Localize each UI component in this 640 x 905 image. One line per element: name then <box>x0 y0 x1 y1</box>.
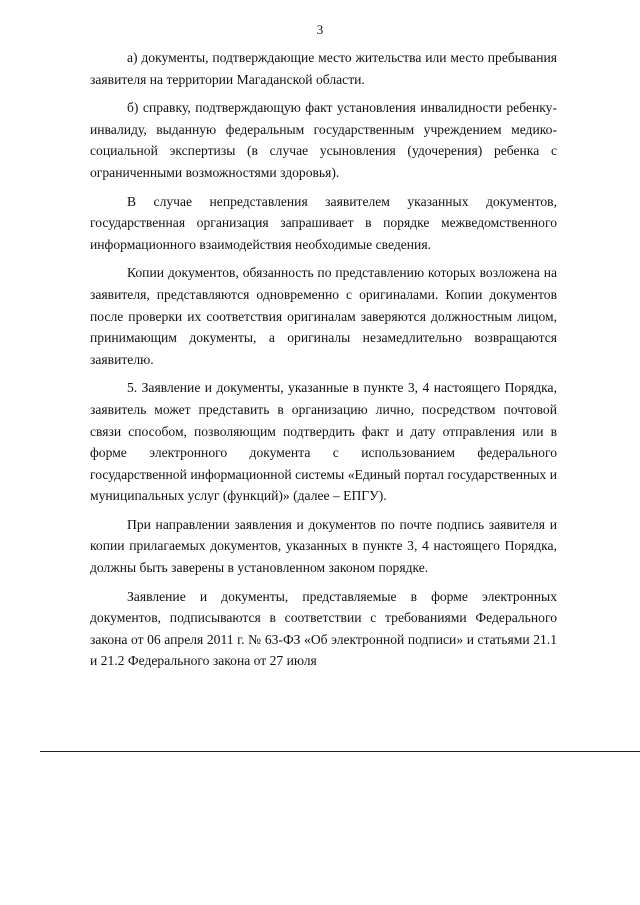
footer-divider <box>40 751 640 752</box>
paragraph-document-copies: Копии документов, обязанность по представлению которых возложена на заявителя, представляются одновременно с оригиналами. Копии документов после проверки их соответствия оригиналам заверяются должностным лицом, принимающим документы, а оригиналы незамедлительно возвращаются заявителю. <box>90 265 557 367</box>
paragraph-item-5-submission: 5. Заявление и документы, указанные в пункте 3, 4 настоящего Порядка, заявитель может представить в организацию лично, посредством почтовой связи способом, позволяющим подтвердить факт и дату отправления или в форме электронного документа с использованием федерального государственной информационной системы «Единый портал государственных и муниципальных услуг (функций)» (далее – ЕПГУ). <box>90 380 557 504</box>
paragraph-postal-submission: При направлении заявления и документов по почте подпись заявителя и копии прилагаемых документов, указанных в пункте 3, 4 настоящего Порядка, должны быть заверены в установленном законом порядке. <box>90 516 557 576</box>
paragraph-residence-documents: а) документы, подтверждающие место жительства или место пребывания заявителя на территории Магаданской области. <box>90 50 557 87</box>
document-body <box>90 47 557 679</box>
paragraph-electronic-submission: Заявление и документы, представляемые в форме электронных документов, подписываются в соответствии с требованиями Федерального закона от 06 апреля 2011 г. № 63-ФЗ «Об электронной подписи» и статьями 21.1 и 21.2 Федерального закона от 27 июля <box>90 588 557 669</box>
paragraph-disability-certificate: б) справку, подтверждающую факт установления инвалидности ребенку-инвалиду, выданную федеральным государственным учреждением медико-социальной экспертизы (в случае усыновления (удочерения) ребенка с ограниченными возможностями здоровья). <box>90 100 557 180</box>
paragraph-interagency-request: В случае непредставления заявителем указанных документов, государственная организация запрашивает в порядке межведомственного информационного взаимодействия необходимые сведения. <box>90 193 557 252</box>
page-number: 3 <box>316 22 324 37</box>
